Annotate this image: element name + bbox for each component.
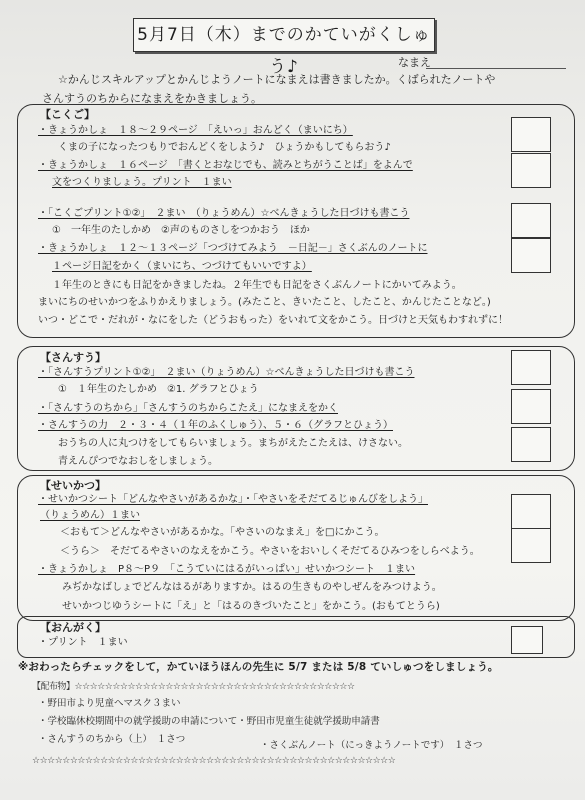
distribution-item: ・野田市より児童へマスク３まい (38, 698, 181, 709)
distribution-header: 【配布物】☆☆☆☆☆☆☆☆☆☆☆☆☆☆☆☆☆☆☆☆☆☆☆☆☆☆☆☆☆☆☆☆☆☆☆☆☆ (32, 682, 355, 692)
sansu-note: 青えんぴつでなおしをしましょう。 (58, 456, 218, 467)
kokugo-note: １年生のときにも日記をかきましたね。２年生でも日記をさくぶんノートにかいてみよう。 (52, 280, 462, 291)
kokugo-checkbox-2[interactable] (511, 153, 551, 188)
sansu-task: ・「さんすうのちから」「さんすうのちからこたえ」になまえをかく (38, 403, 338, 414)
kokugo-note: １ページ日記をかく（まいにち、つづけてもいいですよ） (52, 261, 312, 272)
seikatsu-note: ＜おもて＞どんなやさいがあるかな。「やさいのなまえ」を□にかこう。 (60, 527, 385, 538)
seikatsu-checkbox-2[interactable] (511, 528, 551, 563)
seikatsu-task: ・せいかつシート「どんなやさいがあるかな」・「やさいをそだてるじゅんびをしよう」 (38, 494, 428, 505)
ongaku-checkbox[interactable] (511, 626, 543, 654)
ongaku-task: ・プリント １まい (38, 637, 128, 648)
sansu-task: ・「さんすうプリント①②」 ２まい（りょうめん）☆べんきょうした日づけも書こう (38, 367, 415, 378)
kokugo-task: ・きょうかしょ １８～２９ページ 「えいっ」おんどく（まいにち） (38, 125, 353, 136)
kokugo-checkbox-4[interactable] (511, 238, 551, 273)
sansu-checkbox-2[interactable] (511, 389, 551, 424)
distribution-item: ・学校臨休校期間中の就学援助の申請について・野田市児童生徒就学援助申請書 (38, 716, 380, 727)
kokugo-label: 【こくご】 (40, 108, 95, 121)
sansu-checkbox-3[interactable] (511, 427, 551, 462)
kokugo-task: ・きょうかしょ １２～１３ページ「つづけてみよう －日記－」さくぶんのノートに (38, 243, 428, 254)
sansu-note: ① １年生のたしかめ ②1. グラフとひょう (58, 384, 259, 395)
ongaku-label: 【おんがく】 (40, 621, 106, 634)
seikatsu-note: みぢかなばしょでどんなはるがありますか。はるの生きものやしぜんをみつけよう。 (62, 582, 442, 593)
seikatsu-note: せいかつじゆうシートに「え」と「はるのきづいたこと」をかこう。(おもてとうら) (62, 601, 440, 612)
intro-line: さんすうのちからになまえをかきましょう。 (42, 92, 262, 105)
sansu-checkbox-1[interactable] (511, 350, 551, 385)
name-line (426, 68, 566, 69)
kokugo-task: ・「こくごプリント①②」 ２まい （りょうめん）☆べんきょうした日づけも書こう (38, 208, 410, 219)
kokugo-note: ① 一年生のたしかめ ②声のものさしをつかおう ほか (52, 225, 310, 236)
kokugo-note: いつ・どこで・だれが・なにをした（どうおもった）をいれて文をかこう。日づけと天気もわすれずに！ (38, 315, 508, 326)
seikatsu-checkbox-1[interactable] (511, 494, 551, 529)
star-divider: ☆☆☆☆☆☆☆☆☆☆☆☆☆☆☆☆☆☆☆☆☆☆☆☆☆☆☆☆☆☆☆☆☆☆☆☆☆☆☆☆☆☆☆☆☆☆☆☆ (32, 756, 396, 766)
sansu-task: ・さんすうの力 ２・３・４（１年のふくしゅう）、５・６（グラフとひょう） (38, 420, 393, 431)
seikatsu-note: ＜うら＞ そだてるやさいのなえをかこう。やさいをおいしくそだてるひみつをしらべよう。 (60, 546, 480, 557)
kokugo-task: ・きょうかしょ １６ページ 「書くとおなじでも、読みとちがうことば」をよんで (38, 160, 413, 171)
name-label: なまえ (398, 56, 431, 69)
sansu-note: おうちの人に丸つけをしてもらいましょう。まちがえたこたえは、けさない。 (58, 438, 408, 449)
kokugo-note: まいにちのせいかつをふりかえりましょう。(みたこと、きいたこと、したこと、かんじたことなど。) (38, 297, 491, 308)
kokugo-checkbox-1[interactable] (511, 117, 551, 152)
kokugo-note: くまの子になったつもりでおんどくをしよう♪ ひょうかもしてもらおう♪ (58, 142, 391, 153)
distribution-item: ・さくぶんノート（にっきようノートです） １さつ (260, 740, 483, 751)
kokugo-checkbox-3[interactable] (511, 203, 551, 238)
distribution-item: ・さんすうのちから（上） １さつ (38, 734, 186, 745)
kokugo-note: 文をつくりましょう。プリント １まい (52, 177, 232, 188)
seikatsu-task: ・きょうかしょ P８～P９ 「こうていにはるがいっぱい」せいかつシート １まい (38, 564, 416, 575)
sansu-label: 【さんすう】 (40, 351, 106, 364)
page-title: 5月7日（木）までのかていがくしゅう♪ (133, 18, 435, 52)
seikatsu-note: （りょうめん）１まい (40, 510, 140, 521)
intro-line: ☆かんじスキルアップとかんじようノートになまえは書きましたか。くばられたノートや (58, 73, 496, 86)
seikatsu-label: 【せいかつ】 (40, 479, 106, 492)
submission-note: ※おわったらチェックをして，かていほうほんの先生に 5/7 または 5/8 ていしゅつをしましょう。 (18, 661, 499, 673)
intro-text (42, 70, 495, 108)
